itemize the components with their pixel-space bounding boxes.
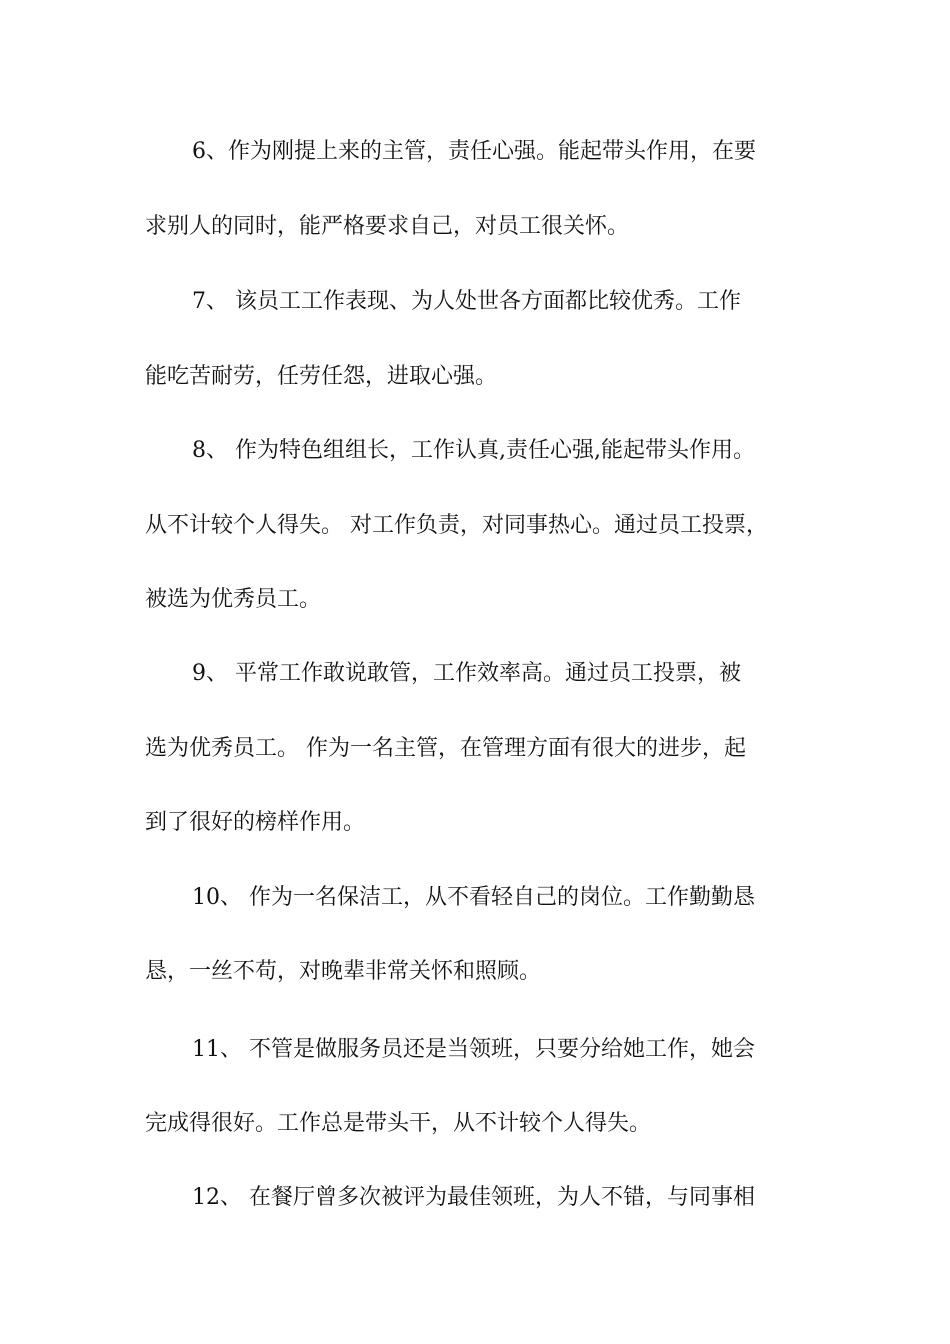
paragraph-6-line-2: 求别人的同时，能严格要求自己，对员工很关怀。 [145, 214, 630, 239]
paragraph-7-line-2: 能吃苦耐劳，任劳任怨，进取心强。 [145, 364, 498, 389]
paragraph-9-line-1: 9、 平常工作敢说敢管，工作效率高。通过员工投票，被 [192, 661, 741, 686]
paragraph-9-line-2: 选为优秀员工。 作为一名主管，在管理方面有很大的进步，起 [145, 736, 746, 761]
paragraph-11-line-1: 11、 不管是做服务员还是当领班，只要分给她工作，她会 [192, 1037, 755, 1062]
paragraph-8-line-3: 被选为优秀员工。 [145, 587, 322, 612]
paragraph-6-line-1: 6、作为刚提上来的主管，责任心强。能起带头作用，在要 [192, 139, 756, 164]
paragraph-8-line-2: 从不计较个人得失。 对工作负责，对同事热心。通过员工投票， [145, 513, 768, 538]
paragraph-11-line-2: 完成得很好。工作总是带头干，从不计较个人得失。 [145, 1111, 652, 1136]
paragraph-7-line-1: 7、 该员工工作表现、为人处世各方面都比较优秀。工作 [192, 289, 741, 314]
paragraph-12-line-1: 12、 在餐厅曾多次被评为最佳领班，为人不错，与同事相 [192, 1185, 755, 1210]
paragraph-10-line-1: 10、 作为一名保洁工，从不看轻自己的岗位。工作勤勤恳 [192, 885, 755, 910]
paragraph-9-line-3: 到了很好的榜样作用。 [145, 810, 366, 835]
paragraph-10-line-2: 恳，一丝不苟，对晚辈非常关怀和照顾。 [145, 959, 542, 984]
paragraph-8-line-1: 8、 作为特色组组长，工作认真,责任心强,能起带头作用。 [192, 438, 755, 463]
